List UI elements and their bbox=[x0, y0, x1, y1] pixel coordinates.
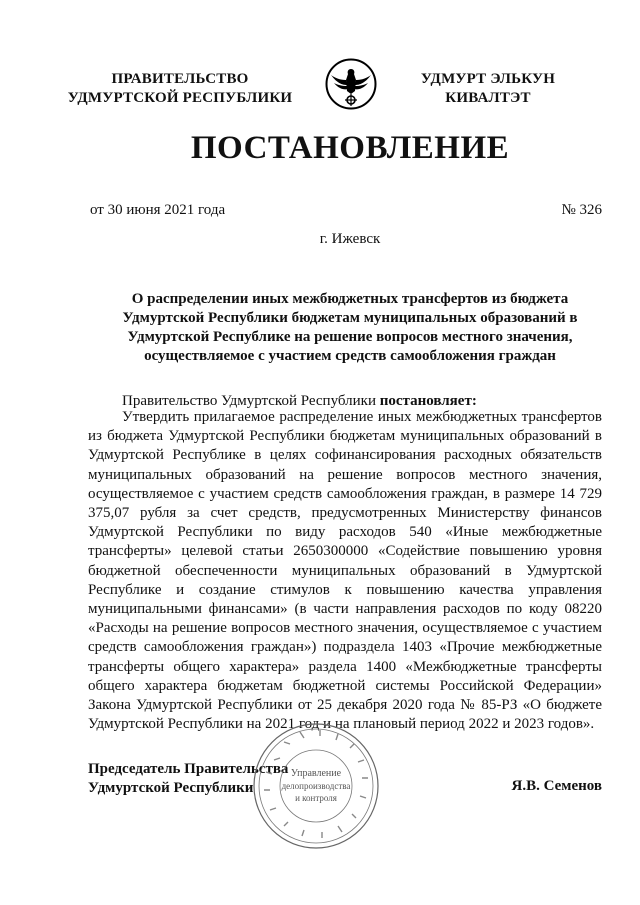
document-number: № 326 bbox=[561, 202, 602, 218]
udmurt-coat-of-arms-icon bbox=[325, 58, 377, 110]
document-date: от 30 июня 2021 года bbox=[90, 202, 226, 218]
signatory-position-line1: Председатель Правительства bbox=[88, 761, 289, 777]
signatory-name: Я.В. Семенов bbox=[511, 778, 602, 794]
title-line: осуществляемое с участием средств самообложения граждан bbox=[144, 348, 556, 364]
stamp-line1: Управление bbox=[290, 768, 342, 779]
signatory-position-line2: Удмуртской Республики bbox=[88, 780, 254, 796]
header-left-line2: УДМУРТСКОЙ РЕСПУБЛИКИ bbox=[67, 90, 293, 106]
intro-prefix: Правительство Удмуртской Республики bbox=[122, 393, 376, 409]
stamp-line2: делопроизводства bbox=[281, 781, 351, 791]
intro-verb: постановляет: bbox=[379, 393, 477, 409]
document-type-heading: ПОСТАНОВЛЕНИЕ bbox=[190, 130, 510, 166]
document-city: г. Ижевск bbox=[319, 231, 381, 247]
header-right-line1: УДМУРТ ЭЛЬКУН bbox=[420, 71, 556, 87]
header-left-line1: ПРАВИТЕЛЬСТВО bbox=[111, 71, 249, 87]
official-stamp bbox=[250, 720, 382, 852]
title-line: Удмуртской Республике на решение вопросов местного значения, bbox=[127, 329, 573, 345]
title-line: О распределении иных межбюджетных трансфертов из бюджета bbox=[131, 291, 569, 307]
header-left bbox=[60, 70, 300, 108]
header-right-line2: КИВАЛТЭТ bbox=[445, 90, 531, 106]
body-paragraph: Утвердить прилагаемое распределение иных межбюджетных трансфертов из бюджета Удмуртской Республики бюджетам муниципальных образований в Удмуртской Республике в целях софинансирования расходных обязательств муниципальных образований на решение вопросов местного значения, осуществляемое с участием средств самообложения граждан, в размере 14 729 375,07 рубля за счет средств, предусмотренных Министерству финансов Удмуртской Республики по виду расходов 540 «Иные межбюджетные трансферты» целевой статьи 2650300000 «Содействие повышению уровня бюджетной обеспеченности муниципальных образований в Удмуртской Республике и создание стимулов к повышению качества управления муниципальными финансами» (в части направления расходов по коду 08220 «Расходы на решение вопросов местного значения, осуществляемое с участием средств самообложения граждан») подраздела 1403 «Прочие межбюджетные трансферты общего характера» раздела 1400 «Межбюджетные трансферты общего характера бюджетам бюджетной системы Российской Федерации» Закона Удмуртской Республики от 25 декабря 2020 года № 85-РЗ «О бюджете Удмуртской Республики на 2021 год и на плановый период 2022 и 2023 годов». bbox=[88, 409, 602, 733]
document-title bbox=[95, 290, 605, 366]
header-right bbox=[388, 70, 588, 108]
stamp-line3: и контроля bbox=[295, 793, 337, 803]
title-line: Удмуртской Республики бюджетам муниципальных образований в bbox=[122, 310, 578, 326]
